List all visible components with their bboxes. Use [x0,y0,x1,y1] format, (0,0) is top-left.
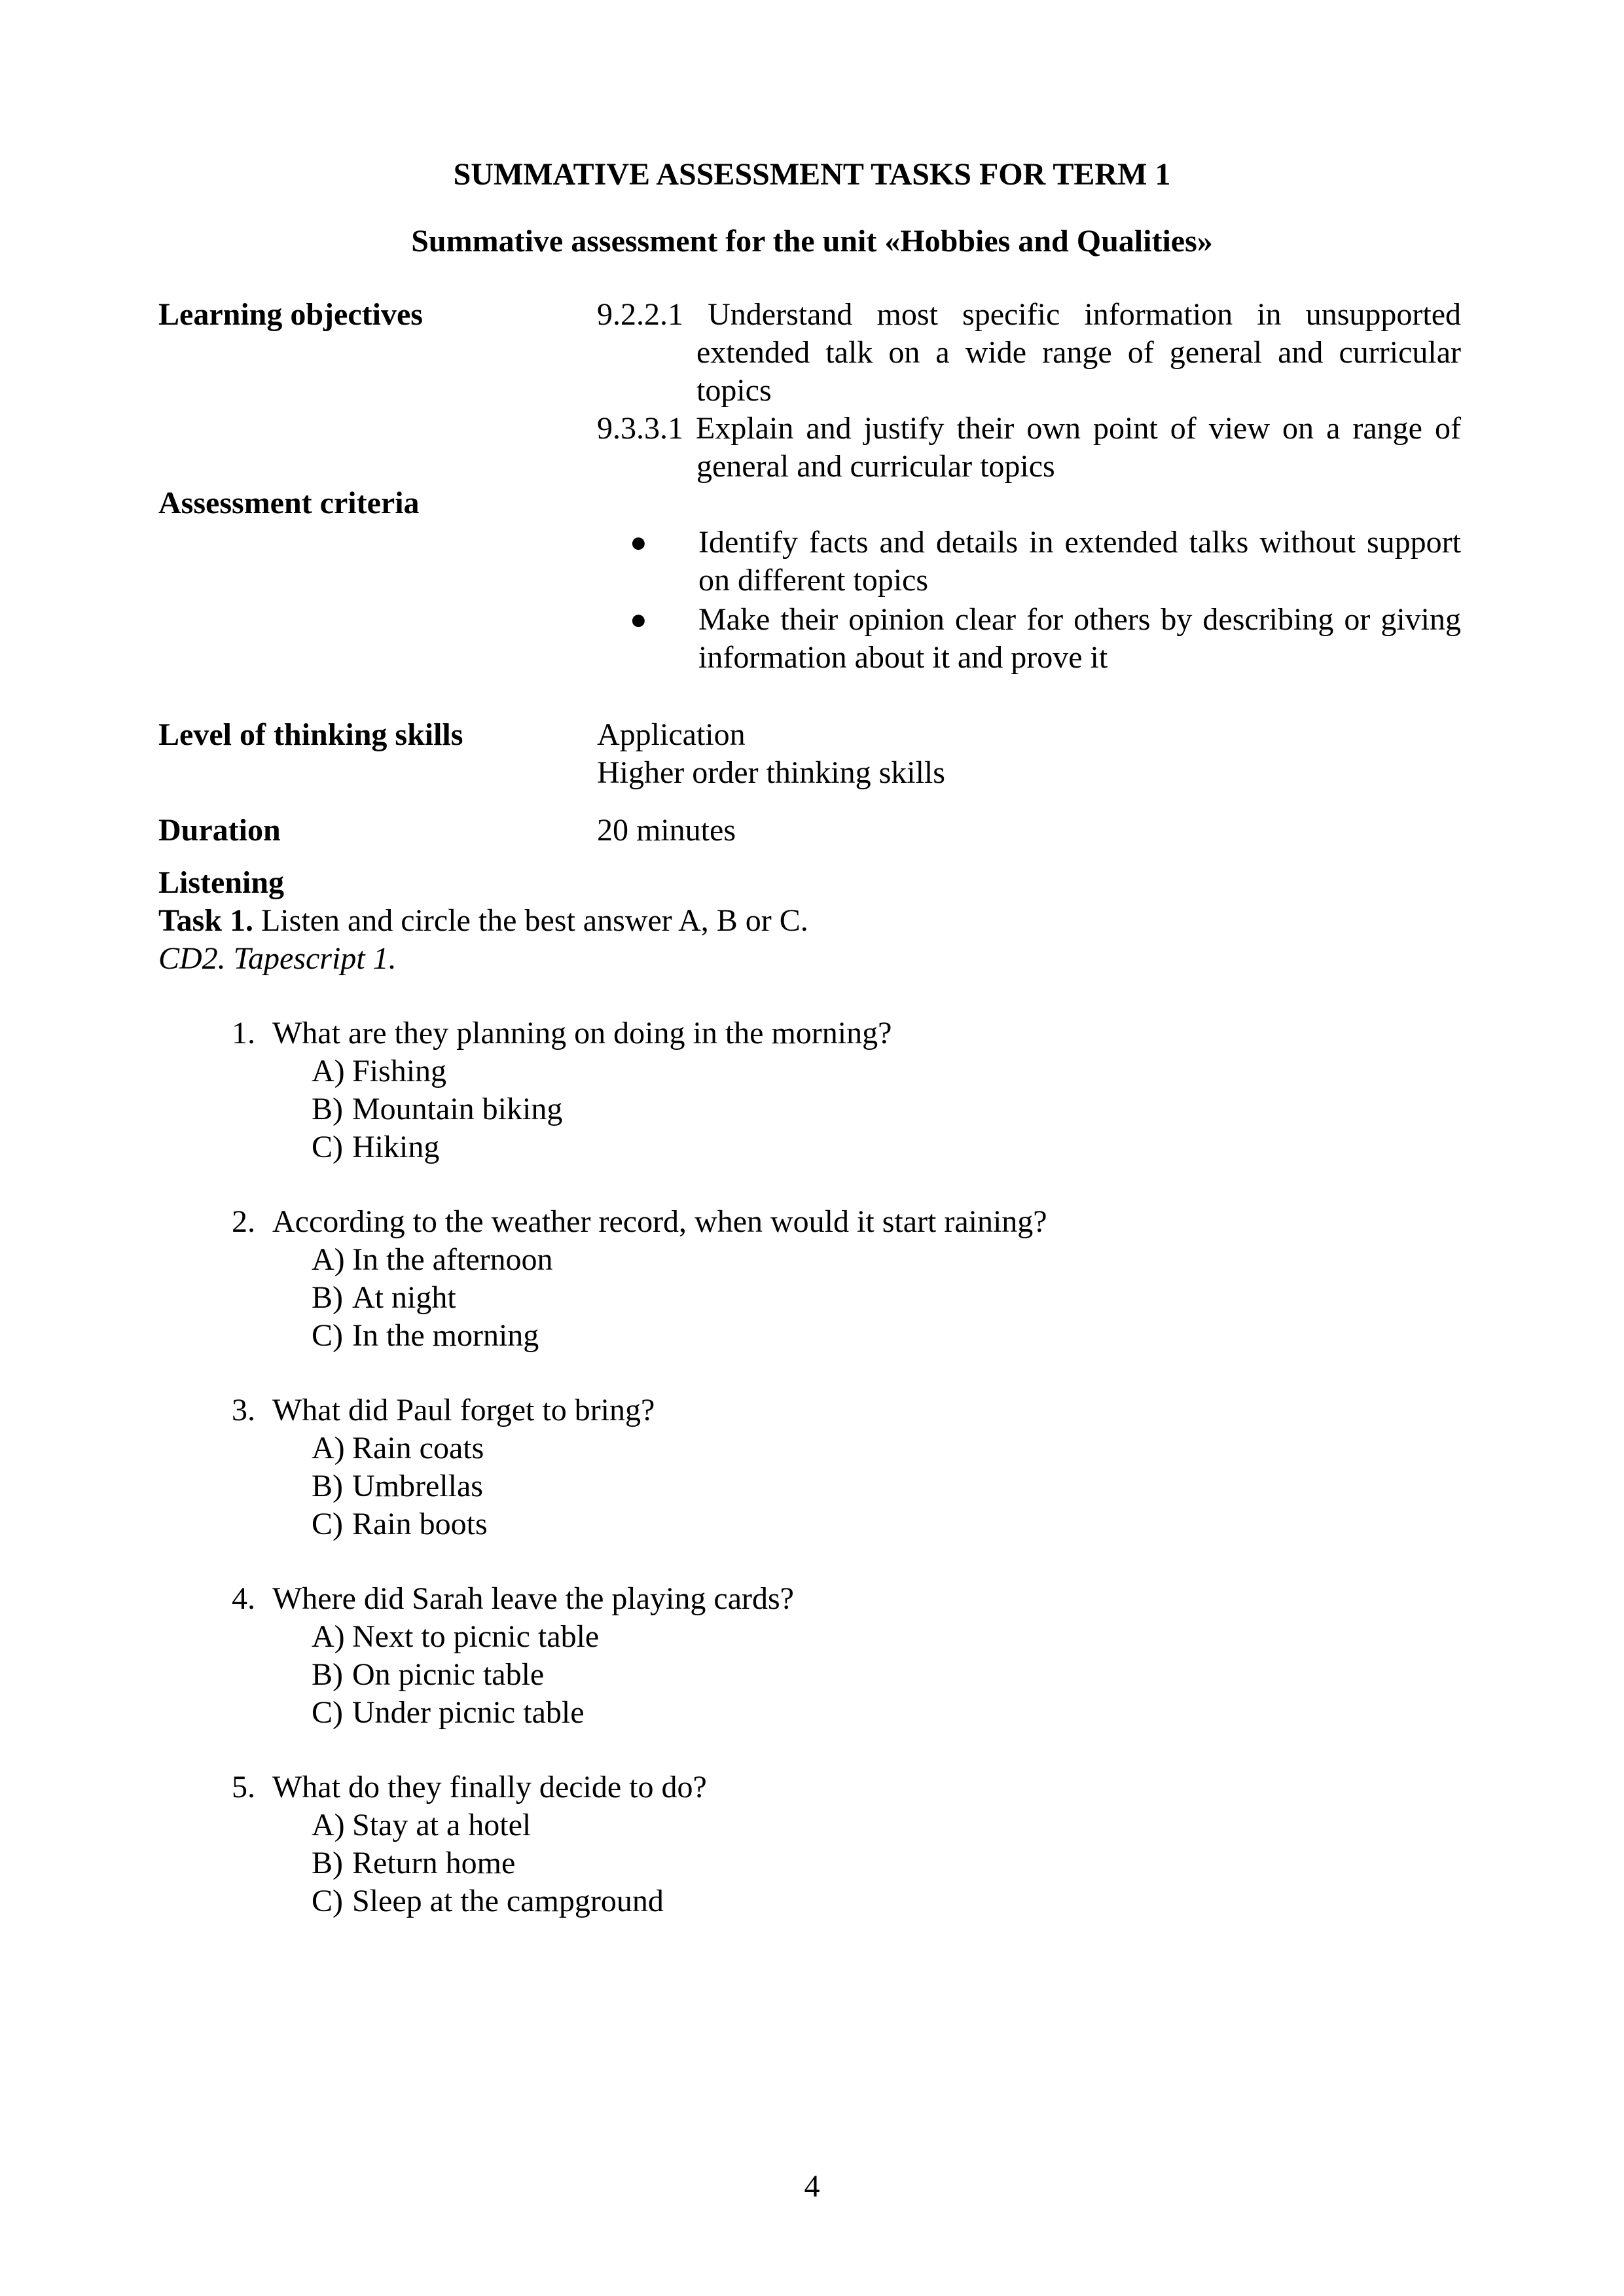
answer-option [312,1844,515,1882]
option-letter: A) [312,1431,345,1465]
option-text: Rain boots [352,1507,488,1541]
assessment-criteria-label: Assessment criteria [158,486,420,520]
answer-option [312,1505,488,1543]
option-text: Rain coats [352,1431,484,1465]
thinking-skills-label: Level of thinking skills [158,717,463,752]
question [232,1014,892,1052]
assessment-criterion-item: Make their opinion clear for others by describing or giving information about it and prove it [698,602,1461,675]
option-letter: B) [312,1657,343,1692]
task-label: Task 1. [158,903,253,938]
question-number: 2. [232,1204,255,1239]
thinking-skill-value: Higher order thinking skills [597,755,945,790]
question-text: Where did Sarah leave the playing cards? [272,1581,794,1616]
answer-option [312,1656,544,1694]
answer-option [312,1618,599,1656]
answer-option [312,1090,562,1128]
task-instruction [158,902,808,940]
question-number: 3. [232,1393,255,1427]
learning-objective-item: 9.2.2.1 Understand most specific information in unsupported extended talk on a wide range of general and curricular topics [597,297,1461,408]
learning-objectives-label: Learning objectives [158,297,423,332]
answer-option [312,1694,585,1732]
listening-heading: Listening [158,865,285,900]
option-text: Under picnic table [352,1695,585,1730]
option-text: In the afternoon [352,1242,553,1277]
answer-option [312,1806,531,1844]
answer-option [312,1279,456,1317]
answer-option [312,1128,439,1166]
document-title: SUMMATIVE ASSESSMENT TASKS FOR TERM 1 [453,157,1171,192]
page-number: 4 [804,2169,820,2204]
option-letter: C) [312,1318,343,1353]
option-letter: A) [312,1619,345,1654]
duration-label: Duration [158,813,281,848]
question [232,1580,794,1618]
option-letter: A) [312,1808,345,1842]
duration-value: 20 minutes [597,813,736,848]
option-text: On picnic table [352,1657,545,1692]
option-text: Sleep at the campground [352,1884,664,1918]
answer-option [312,1241,553,1279]
thinking-skill-value: Application [597,717,746,752]
option-text: Mountain biking [352,1092,563,1126]
option-letter: A) [312,1054,345,1088]
option-letter: A) [312,1242,345,1277]
option-text: Umbrellas [352,1469,483,1503]
option-letter: C) [312,1884,343,1918]
option-letter: B) [312,1092,343,1126]
answer-option [312,1317,539,1355]
question-number: 4. [232,1581,255,1616]
question-text: According to the weather record, when would it start raining? [272,1204,1047,1239]
question-number: 1. [232,1016,255,1050]
question-number: 5. [232,1770,255,1804]
answer-option [312,1052,446,1090]
document-subtitle: Summative assessment for the unit «Hobbies and Qualities» [411,224,1213,259]
option-letter: C) [312,1130,343,1164]
option-text: Next to picnic table [352,1619,600,1654]
tapescript-reference: CD2. Tapescript 1. [158,941,397,976]
task-text: Listen and circle the best answer A, B or C. [253,903,808,938]
option-text: Hiking [352,1130,440,1164]
option-letter: B) [312,1846,343,1880]
answer-option [312,1882,664,1920]
option-text: At night [352,1280,456,1315]
question-text: What do they finally decide to do? [272,1770,707,1804]
option-text: Fishing [352,1054,447,1088]
option-letter: C) [312,1695,343,1730]
answer-option [312,1429,484,1467]
learning-objective-item: 9.3.3.1 Explain and justify their own point of view on a range of general and curricular topics [597,411,1461,484]
question [232,1203,1047,1241]
option-text: In the morning [352,1318,539,1353]
bullet-icon: ● [630,603,647,636]
question-text: What did Paul forget to bring? [272,1393,655,1427]
option-text: Return home [352,1846,516,1880]
question-text: What are they planning on doing in the morning? [272,1016,892,1050]
answer-option [312,1467,483,1505]
option-letter: B) [312,1469,343,1503]
assessment-criterion-item: Identify facts and details in extended talks without support on different topics [698,525,1461,598]
question [232,1768,707,1806]
option-text: Stay at a hotel [352,1808,532,1842]
option-letter: B) [312,1280,343,1315]
option-letter: C) [312,1507,343,1541]
question [232,1391,655,1429]
bullet-icon: ● [630,526,647,558]
